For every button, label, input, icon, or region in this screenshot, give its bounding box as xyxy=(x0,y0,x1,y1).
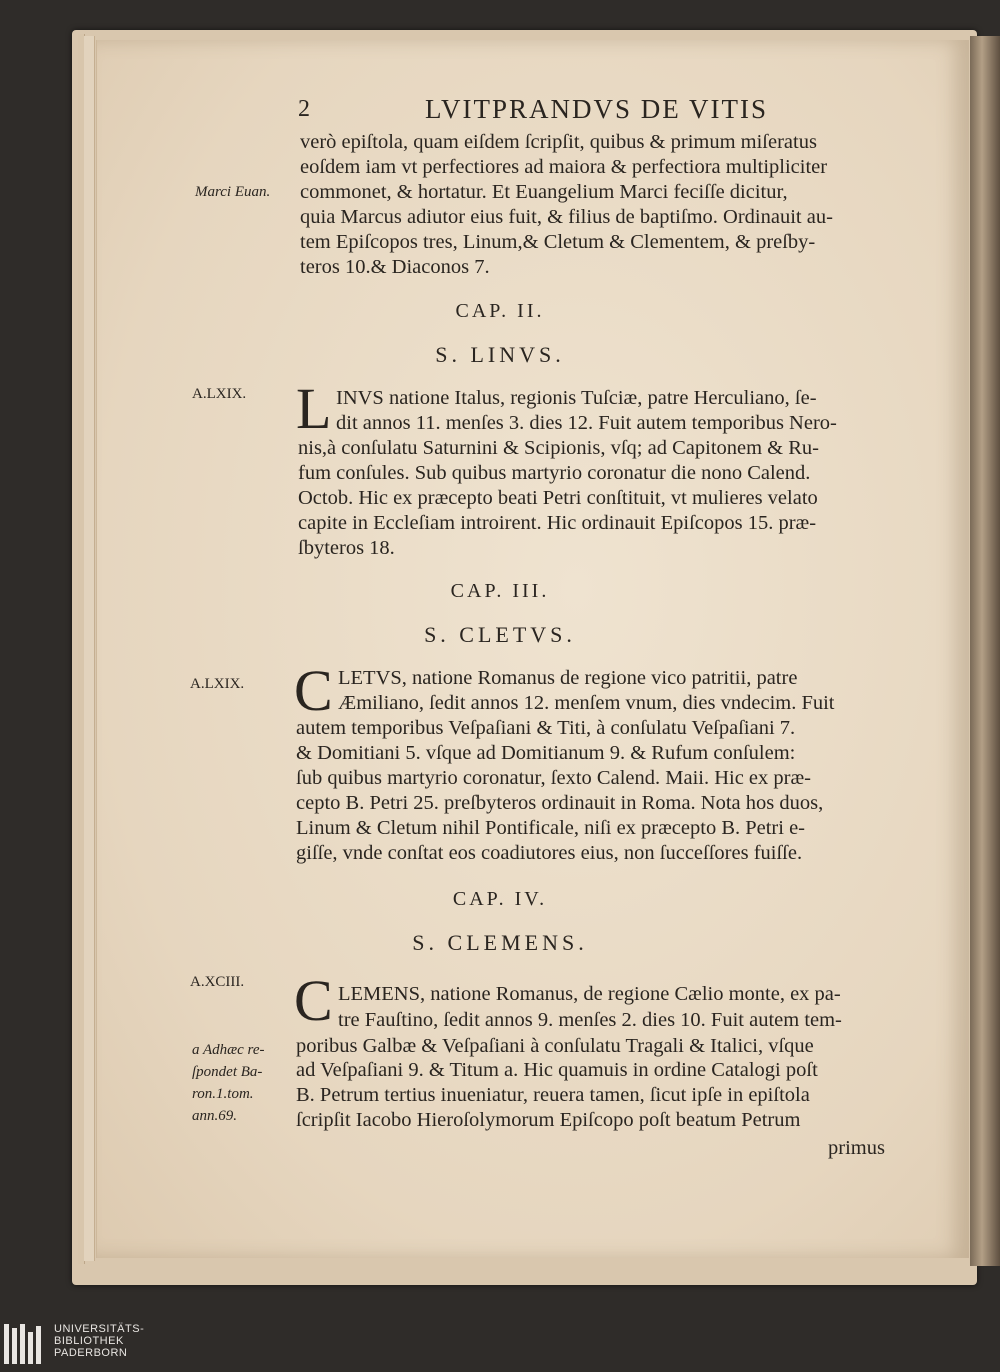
text-line: dit annos 11. menſes 3. dies 12. Fuit autem temporibus Nero- xyxy=(336,412,837,434)
text-line: Octob. Hic ex præcepto beati Petri conſtituit, vt mulieres velato xyxy=(298,487,818,509)
text-line: teros 10.& Diaconos 7. xyxy=(300,256,490,278)
margin-year: A.LXIX. xyxy=(190,676,245,692)
drop-capital: C xyxy=(294,968,333,1033)
text-line: & Domitiani 5. vſque ad Domitianum 9. & Rufum conſulem: xyxy=(296,742,796,764)
text-line: cepto B. Petri 25. preſbyteros ordinauit in Roma. Nota hos duos, xyxy=(296,792,824,814)
library-logo-icon xyxy=(4,1322,48,1368)
catchword: primus xyxy=(828,1137,885,1159)
margin-note: Marci Euan. xyxy=(195,184,271,200)
text-line: B. Petrum tertius inueniatur, reuera tamen, ſicut ipſe in epiſtola xyxy=(296,1084,810,1106)
section-title: S. CLEMENS. xyxy=(412,930,588,955)
library-name-line: UNIVERSITÄTS- xyxy=(54,1323,145,1335)
chapter-heading: CAP. III. xyxy=(450,580,550,602)
margin-year: A.LXIX. xyxy=(192,386,247,402)
text-line: ad Veſpaſiani 9. & Titum a. Hic quamuis in ordine Catalogi poſt xyxy=(296,1059,818,1081)
text-line: ſbyteros 18. xyxy=(298,537,395,559)
library-name-line: PADERBORN xyxy=(54,1347,128,1359)
margin-note: a Adhæc re- xyxy=(192,1042,265,1058)
text-line: quia Marcus adiutor eius fuit, & filius de baptiſmo. Ordinauit au- xyxy=(300,206,833,228)
text-line: LETVS, natione Romanus de regione vico patritii, patre xyxy=(338,667,798,689)
text-line: LEMENS, natione Romanus, de regione Cælio monte, ex pa- xyxy=(338,983,841,1005)
section-title: S. LINVS. xyxy=(435,342,565,367)
text-line: capite in Eccleſiam introirent. Hic ordinauit Epiſcopos 15. præ- xyxy=(298,512,817,534)
drop-capital: C xyxy=(294,658,333,723)
running-title: LVITPRANDVS DE VITIS xyxy=(425,94,769,124)
margin-note: ron.1.tom. xyxy=(192,1086,254,1102)
text-line: tem Epiſcopos tres, Linum,& Cletum & Clementem, & preſby- xyxy=(300,231,816,253)
library-name xyxy=(54,1323,144,1359)
margin-year: A.XCIII. xyxy=(190,974,245,990)
text-line: Linum & Cletum nihil Pontificale, niſi ex præcepto B. Petri e- xyxy=(296,817,806,839)
margin-note: ſpondet Ba- xyxy=(192,1064,263,1080)
text-line: eoſdem iam vt perfectiores ad maiora & perfectiora multipliciter xyxy=(300,156,828,178)
library-name-line: BIBLIOTHEK xyxy=(54,1335,124,1347)
text-line: verò epiſtola, quam eiſdem ſcripſit, quibus & primum miſeratus xyxy=(300,131,817,153)
text-line: poribus Galbæ & Veſpaſiani à conſulatu Tragali & Italici, vſque xyxy=(296,1035,814,1057)
text-line: tre Fauſtino, ſedit annos 9. menſes 2. dies 10. Fuit autem tem- xyxy=(338,1009,842,1031)
text-line: commonet, & hortatur. Et Euangelium Marci feciſſe dicitur, xyxy=(300,181,788,203)
book-spine xyxy=(970,36,1000,1266)
section-title: S. CLETVS. xyxy=(424,622,576,647)
text-line: ſub quibus martyrio coronatur, ſexto Calend. Maii. Hic ex præ- xyxy=(296,767,811,789)
text-line: autem temporibus Veſpaſiani & Titi, à conſulatu Veſpaſiani 7. xyxy=(296,717,796,739)
text-line: INVS natione Italus, regionis Tuſciæ, patre Herculiano, ſe- xyxy=(336,387,817,409)
page-edge xyxy=(84,36,95,1261)
text-line: fum conſules. Sub quibus martyrio coronatur die nono Calend. xyxy=(298,462,811,484)
text-line: ſcripſit Iacobo Hieroſolymorum Epiſcopo poſt beatum Petrum xyxy=(296,1109,801,1131)
chapter-heading: CAP. IV. xyxy=(452,888,548,910)
margin-note: ann.69. xyxy=(192,1108,237,1124)
text-line: Æmiliano, ſedit annos 12. menſem vnum, dies vndecim. Fuit xyxy=(338,692,835,714)
text-line: nis,à conſulatu Saturnini & Scipionis, vſq; ad Capitonem & Ru- xyxy=(298,437,819,459)
text-line: giſſe, vnde conſtat eos coadiutores eius, non ſucceſſores fuiſſe. xyxy=(296,842,803,864)
chapter-heading: CAP. II. xyxy=(455,300,545,322)
page-number: 2 xyxy=(298,96,310,122)
drop-capital: L xyxy=(296,376,332,441)
